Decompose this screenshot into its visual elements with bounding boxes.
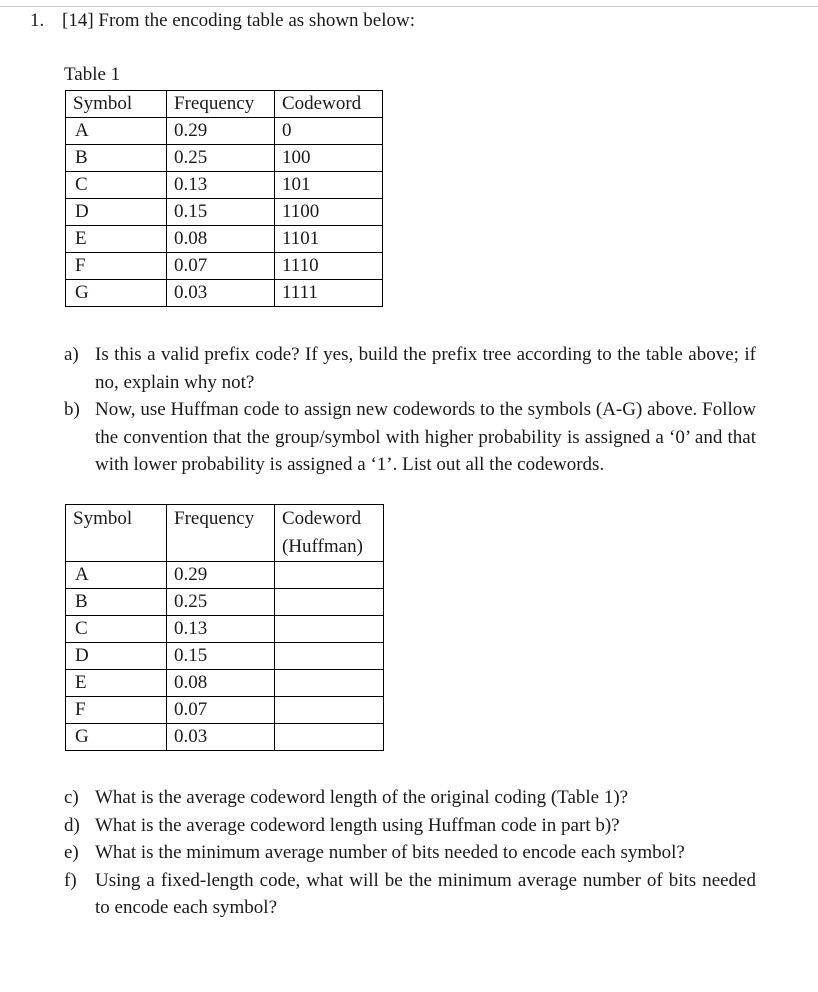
codeword-answer-cell xyxy=(275,643,384,670)
codeword-answer-cell xyxy=(275,562,384,589)
question-d xyxy=(64,812,756,840)
question-f xyxy=(64,867,756,922)
table-row xyxy=(66,226,383,253)
question-text: What is the average codeword length of the original coding (Table 1)? xyxy=(95,787,629,808)
frequency-cell: 0.25 xyxy=(167,145,275,172)
symbol-cell: A xyxy=(66,118,167,145)
frequency-cell: 0.03 xyxy=(167,280,275,307)
top-divider xyxy=(0,6,818,7)
table-row xyxy=(66,589,384,616)
codeword-cell: 1111 xyxy=(275,280,383,307)
codeword-answer-cell xyxy=(275,616,384,643)
frequency-cell: 0.13 xyxy=(167,616,275,643)
codeword-cell: 1101 xyxy=(275,226,383,253)
table-row xyxy=(66,697,384,724)
symbol-cell: G xyxy=(66,280,167,307)
codeword-cell: 1100 xyxy=(275,199,383,226)
question-label: a) xyxy=(64,344,79,365)
symbol-cell: B xyxy=(66,589,167,616)
encoding-table xyxy=(65,90,383,307)
question-text: Is this a valid prefix code? If yes, build the prefix tree according to the table above; if no, explain why not? xyxy=(95,344,756,393)
question-number: 1. xyxy=(30,10,45,31)
question-heading xyxy=(30,10,415,32)
table-row xyxy=(66,280,383,307)
header-frequency: Frequency xyxy=(167,505,275,562)
table-row xyxy=(66,670,384,697)
table-row xyxy=(66,253,383,280)
frequency-cell: 0.08 xyxy=(167,670,275,697)
codeword-answer-cell xyxy=(275,589,384,616)
table-row xyxy=(66,562,384,589)
question-label: c) xyxy=(64,787,79,808)
header-codeword: Codeword xyxy=(275,91,383,118)
question-label: b) xyxy=(64,399,80,420)
question-text: Now, use Huffman code to assign new codewords to the symbols (A-G) above. Follow the convention that the group/symbol with higher probability is assigned a ‘0’ and that with lower probability is assigned a ‘1’. List out all the codewords. xyxy=(95,399,756,475)
header-symbol: Symbol xyxy=(66,91,167,118)
symbol-cell: B xyxy=(66,145,167,172)
question-label: d) xyxy=(64,814,80,836)
table1-caption: Table 1 xyxy=(64,64,121,85)
questions-a-b xyxy=(64,341,756,479)
symbol-cell: A xyxy=(66,562,167,589)
symbol-cell: C xyxy=(66,616,167,643)
symbol-cell: F xyxy=(66,697,167,724)
frequency-cell: 0.25 xyxy=(167,589,275,616)
symbol-cell: D xyxy=(66,199,167,226)
symbol-cell: C xyxy=(66,172,167,199)
table-row xyxy=(66,172,383,199)
header-codeword-huffman: Codeword (Huffman) xyxy=(275,505,384,562)
header-frequency: Frequency xyxy=(167,91,275,118)
codeword-cell: 0 xyxy=(275,118,383,145)
table-row xyxy=(66,643,384,670)
table-row xyxy=(66,199,383,226)
question-b xyxy=(64,396,756,479)
frequency-cell: 0.15 xyxy=(167,199,275,226)
question-a xyxy=(64,341,756,396)
question-text: Using a fixed-length code, what will be the minimum average number of bits needed to encode each symbol? xyxy=(95,869,756,918)
frequency-cell: 0.29 xyxy=(167,562,275,589)
question-text: What is the average codeword length using Huffman code in part b)? xyxy=(95,814,620,836)
questions-c-f xyxy=(64,784,756,922)
codeword-answer-cell xyxy=(275,670,384,697)
table-header-row xyxy=(66,91,383,118)
frequency-cell: 0.15 xyxy=(167,643,275,670)
codeword-cell: 100 xyxy=(275,145,383,172)
codeword-answer-cell xyxy=(275,724,384,751)
table-row xyxy=(66,145,383,172)
frequency-cell: 0.08 xyxy=(167,226,275,253)
codeword-answer-cell xyxy=(275,697,384,724)
huffman-table xyxy=(65,504,384,751)
frequency-cell: 0.07 xyxy=(167,697,275,724)
table-row xyxy=(66,118,383,145)
codeword-cell: 101 xyxy=(275,172,383,199)
symbol-cell: F xyxy=(66,253,167,280)
frequency-cell: 0.13 xyxy=(167,172,275,199)
symbol-cell: E xyxy=(66,226,167,253)
codeword-cell: 1110 xyxy=(275,253,383,280)
table-header-row xyxy=(66,505,384,562)
question-c xyxy=(64,784,756,812)
question-label: e) xyxy=(64,842,79,863)
frequency-cell: 0.03 xyxy=(167,724,275,751)
symbol-cell: E xyxy=(66,670,167,697)
frequency-cell: 0.29 xyxy=(167,118,275,145)
question-text: What is the minimum average number of bits needed to encode each symbol? xyxy=(95,842,685,863)
question-label: f) xyxy=(64,869,77,891)
table-row xyxy=(66,616,384,643)
frequency-cell: 0.07 xyxy=(167,253,275,280)
question-title: [14] From the encoding table as shown below: xyxy=(62,10,416,31)
table-row xyxy=(66,724,384,751)
symbol-cell: G xyxy=(66,724,167,751)
question-e xyxy=(64,839,756,867)
header-symbol: Symbol xyxy=(66,505,167,562)
symbol-cell: D xyxy=(66,643,167,670)
